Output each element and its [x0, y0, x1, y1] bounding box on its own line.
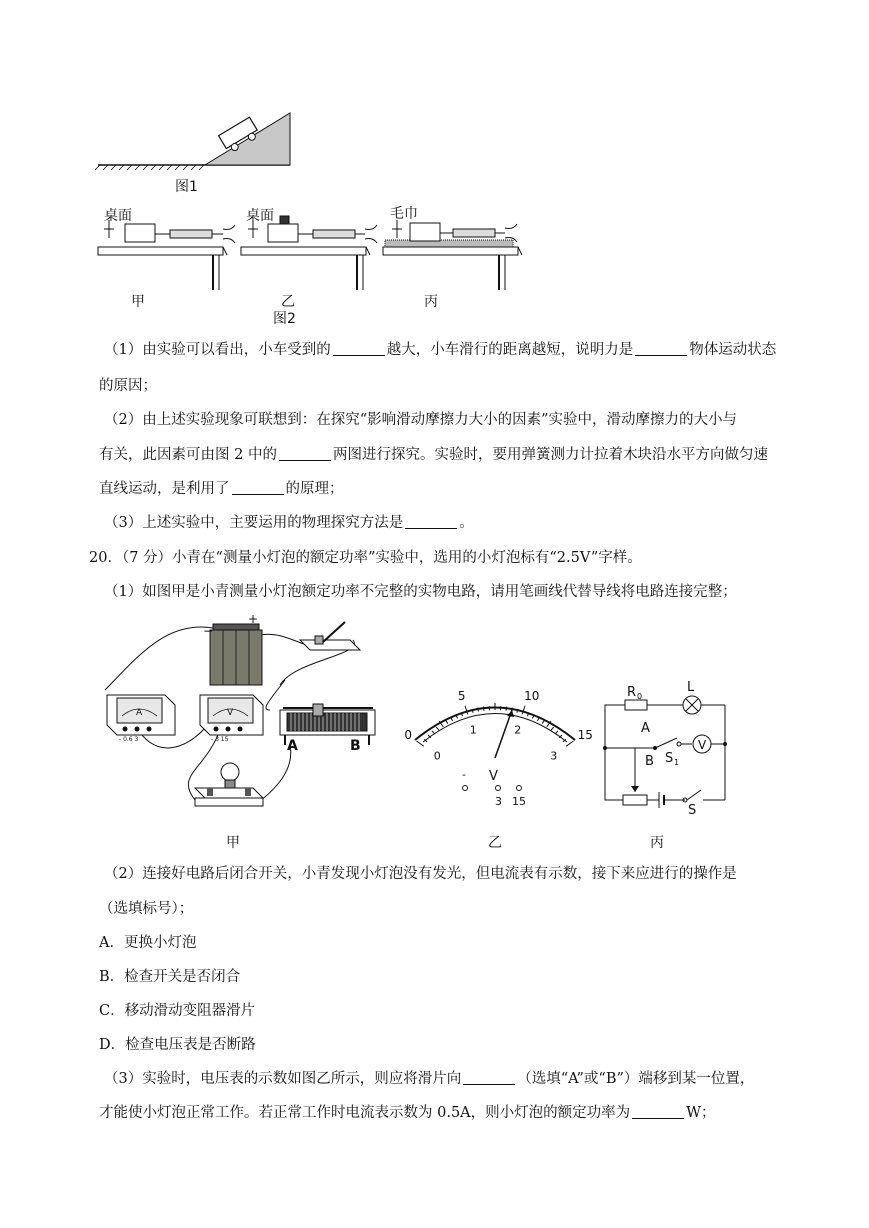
- ammeter-terminals-label: - 0.6 3: [119, 736, 139, 743]
- answer-blank[interactable]: [463, 1070, 515, 1085]
- panel-yi-surface-label: 桌面: [246, 208, 274, 224]
- voltmeter-dial-caption: 乙: [488, 835, 502, 851]
- dial-outer-tick-label: 15: [577, 728, 593, 743]
- figure-1-caption: 图1: [175, 179, 198, 195]
- dial-outer-tick-label: 10: [524, 689, 540, 704]
- voltmeter-icon: [200, 695, 263, 743]
- dial-tick: [555, 731, 558, 734]
- s1-subscript: 1: [674, 758, 680, 767]
- circuit-bing-caption: 丙: [650, 835, 664, 851]
- dial-inner-tick-label: 3: [550, 749, 558, 763]
- q19-part1-line1: （1）由实验可以看出，小车受到的 越大，小车滑行的距离越短，说明力是 物体运动状态: [104, 342, 777, 358]
- voltmeter-terminals-label: - 3 15: [211, 736, 229, 743]
- answer-blank[interactable]: [333, 341, 385, 356]
- dial-inner-tick-label: 2: [514, 723, 522, 737]
- r0-label: R: [627, 685, 637, 700]
- dial-tick: [465, 706, 468, 715]
- dial-tick: [566, 741, 573, 746]
- s1-label: S: [665, 751, 674, 766]
- q20-option-d: D．检查电压表是否断路: [99, 1037, 256, 1053]
- q20-part3-line1: （3）实验时，电压表的示数如图乙所示，则应将滑片向 （选填“A”或“B”）端移到某一位置，: [104, 1071, 755, 1087]
- dial-tick: [417, 741, 424, 746]
- battery-icon: [210, 624, 262, 685]
- battery-plus-label: +: [248, 612, 259, 626]
- dial-outer-tick-label: 5: [457, 689, 466, 704]
- panel-jia-surface-label: 桌面: [104, 208, 132, 224]
- panel-yi-drawing: [241, 216, 377, 290]
- q20-option-a: A．更换小灯泡: [99, 935, 197, 951]
- panel-bing-drawing: [383, 220, 522, 290]
- q19-part2-line3: 直线运动，是利用了 的原理；: [99, 481, 344, 497]
- dial-terminal-label: 3: [495, 795, 502, 808]
- point-b-label: B: [645, 754, 654, 769]
- panel-jia-drawing: [98, 220, 235, 290]
- answer-blank[interactable]: [635, 341, 687, 356]
- dial-tick: [432, 731, 435, 734]
- dial-unit-label: V: [489, 769, 498, 784]
- answer-blank[interactable]: [279, 446, 331, 461]
- q19-part2-line1: （2）由上述实验现象可联想到：在探究“影响滑动摩擦力大小的因素”实验中，滑动摩擦力的大小与: [104, 412, 738, 428]
- dial-outer-tick-label: 0: [404, 728, 413, 743]
- ammeter-label: A: [136, 708, 143, 718]
- figure-2-caption: 图2: [273, 311, 296, 327]
- q20-option-b: B．检查开关是否闭合: [99, 969, 241, 985]
- q19-part1-line2: 的原因；: [99, 378, 157, 394]
- dial-tick: [551, 727, 554, 730]
- panel-bing-surface-label: 毛巾: [390, 206, 418, 222]
- voltmeter-dial-yi: [395, 680, 595, 820]
- figure-2-friction-panels: [95, 215, 525, 290]
- knife-switch-icon: [300, 622, 360, 650]
- dial-tick: [542, 720, 544, 723]
- panel-yi-name: 乙: [281, 294, 295, 310]
- q20-part3-line2: 才能使小灯泡正常工作。若正常工作时电流表示数为 0.5A，则小灯泡的额定功率为 W；: [99, 1105, 716, 1121]
- dial-inner-tick-label: 0: [433, 749, 441, 763]
- panel-bing-name: 丙: [424, 294, 438, 310]
- q20-part2-line1: （2）连接好电路后闭合开关，小青发现小灯泡没有发光，但电流表有示数，接下来应进行的操作是: [104, 866, 737, 882]
- dial-tick: [446, 720, 448, 723]
- point-a-label: A: [641, 721, 650, 736]
- dial-tick: [436, 727, 439, 730]
- circuit-diagram-bing: [595, 680, 745, 820]
- dial-terminal-label: -: [462, 768, 466, 781]
- battery-minus-label: −: [203, 624, 214, 638]
- dial-tick: [522, 706, 525, 715]
- answer-blank[interactable]: [632, 1104, 684, 1119]
- dial-tick: [483, 707, 484, 711]
- answer-blank[interactable]: [405, 514, 457, 529]
- main-switch-label: S: [688, 803, 697, 818]
- circuit-figure-jia: [95, 610, 395, 815]
- r0-subscript: 0: [637, 692, 643, 701]
- q20-option-c: C．移动滑动变阻器滑片: [99, 1003, 256, 1019]
- answer-blank[interactable]: [232, 480, 284, 495]
- q19-part2-line2: 有关，此因素可由图 2 中的 两图进行探究。实验时，要用弹簧测力计拉着木块沿水平方向做匀速: [99, 447, 768, 463]
- q20-part1: （1）如图甲是小青测量小灯泡额定功率不完整的实物电路，请用笔画线代替导线将电路连接完整；: [104, 584, 737, 600]
- lamp-icon: [195, 763, 263, 806]
- lamp-label: L: [687, 680, 695, 695]
- dial-tick: [506, 707, 507, 711]
- ammeter-icon: [107, 695, 175, 743]
- panel-jia-name: 甲: [131, 294, 145, 310]
- q20-stem: 20．（7 分）小青在“测量小灯泡的额定功率”实验中，选用的小灯泡标有“2.5V”字样。: [89, 550, 642, 566]
- voltmeter-label: V: [227, 708, 234, 718]
- circuit-jia-caption: 甲: [226, 835, 240, 851]
- figure-1-ramp: [95, 110, 295, 170]
- dial-terminal-label: 15: [512, 795, 526, 808]
- rheostat-terminal-a-label: A: [287, 738, 298, 754]
- q19-part3: （3）上述实验中，主要运用的物理探究方法是 。: [104, 515, 474, 531]
- rheostat-terminal-b-label: B: [350, 738, 361, 754]
- voltmeter-symbol-label: V: [698, 738, 707, 752]
- q20-part2-line2: （选填标号）；: [99, 901, 194, 917]
- dial-inner-tick-label: 1: [469, 723, 477, 737]
